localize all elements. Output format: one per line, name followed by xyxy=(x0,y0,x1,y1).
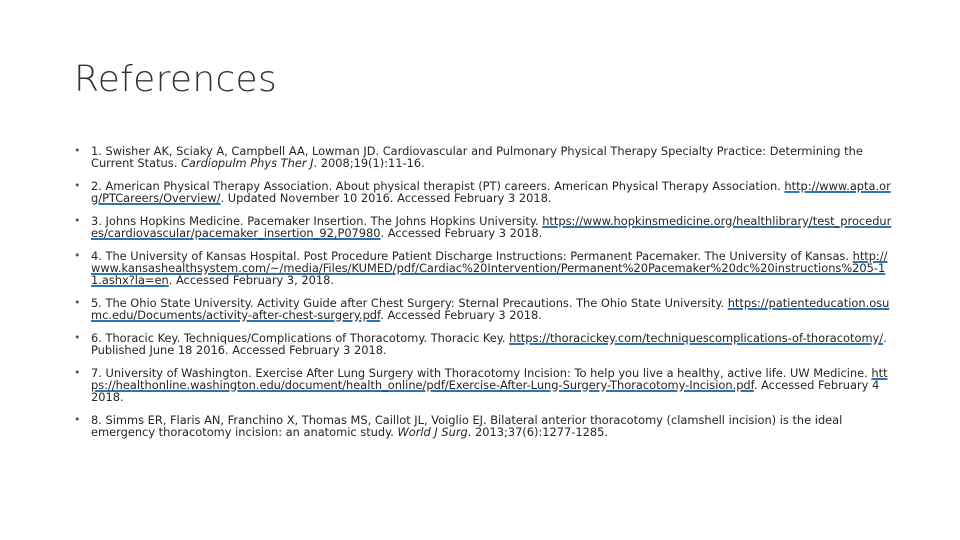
reference-text: 8. Simms ER, Flaris AN, Franchino X, Thomas MS, Caillot JL, Voiglio EJ. Bilateral anterior thoracotomy (clamshell incision) is the ideal emergency thoracotomy incision: an anatomic study. xyxy=(91,412,843,439)
reference-item-3 xyxy=(73,215,893,239)
reference-text: 4. The University of Kansas Hospital. Post Procedure Patient Discharge Instructions: Permanent Pacemaker. The University of Kansas. xyxy=(91,248,853,263)
reference-text: 6. Thoracic Key. Techniques/Complications of Thoracotomy. Thoracic Key. xyxy=(91,330,510,345)
references-list xyxy=(73,145,893,449)
reference-link[interactable]: https://healthonline.washington.edu/document/health_online/pdf/Exercise-After-Lung-Surgery-Thoracotomy-Incision.pdf xyxy=(91,365,888,392)
reference-item-6 xyxy=(73,332,893,356)
reference-access-note: . Updated November 10 2016. Accessed February 3 2018. xyxy=(220,191,552,206)
reference-journal: World J Surg xyxy=(397,424,468,439)
reference-citation: . 2008;19(1):11-16. xyxy=(313,156,425,171)
reference-access-note: . Accessed February 3, 2018. xyxy=(168,273,335,288)
reference-access-note: . Accessed February 3 2018. xyxy=(380,308,542,323)
reference-text: 7. University of Washington. Exercise After Lung Surgery with Thoracotomy Incision: To help you live a healthy, active life. UW Medicine. xyxy=(91,365,872,380)
reference-text: 1. Swisher AK, Sciaky A, Campbell AA, Lowman JD. Cardiovascular and Pulmonary Physical Therapy Specialty Practice: Determining the Current Status. xyxy=(91,144,863,171)
reference-access-note: . Accessed February 3 2018. xyxy=(380,226,543,241)
reference-item-5 xyxy=(73,297,893,321)
reference-text: 2. American Physical Therapy Association. About physical therapist (PT) careers. American Physical Therapy Association. xyxy=(91,178,785,193)
reference-access-note: . Accessed February 4 2018. xyxy=(91,377,880,405)
reference-link[interactable]: https://www.hopkinsmedicine.org/healthlibrary/test_procedures/cardiovascular/pacemaker_insertion_92,P07980 xyxy=(91,213,892,241)
reference-link[interactable]: http://www.apta.org/PTCareers/Overview/ xyxy=(91,178,891,206)
reference-link[interactable]: https://thoracickey.com/techniquescomplications-of-thoracotomy/ xyxy=(509,330,884,345)
reference-access-note: . Published June 18 2016. Accessed February 3 2018. xyxy=(91,330,887,357)
reference-item-8 xyxy=(73,414,893,438)
reference-link[interactable]: https://patienteducation.osumc.edu/Documents/activity-after-chest-surgery.pdf xyxy=(91,295,890,323)
reference-journal: Cardiopulm Phys Ther J xyxy=(180,156,314,171)
reference-item-4 xyxy=(73,250,893,287)
reference-item-1 xyxy=(73,145,893,169)
slide-title: References xyxy=(74,59,278,100)
reference-item-2 xyxy=(73,180,893,204)
reference-text: 5. The Ohio State University. Activity Guide after Chest Surgery: Sternal Precautions. The Ohio State University. xyxy=(91,295,728,310)
reference-text: 3. Johns Hopkins Medicine. Pacemaker Insertion. The Johns Hopkins University. xyxy=(91,213,543,228)
reference-citation: . 2013;37(6):1277-1285. xyxy=(467,424,608,439)
reference-link[interactable]: http://www.kansashealthsystem.com/~/media/Files/KUMED/pdf/Cardiac%20Intervention/Permanent%20Pacemaker%20dc%20instructions%205-11.ashx?la=en xyxy=(91,248,888,288)
reference-item-7 xyxy=(73,367,893,404)
